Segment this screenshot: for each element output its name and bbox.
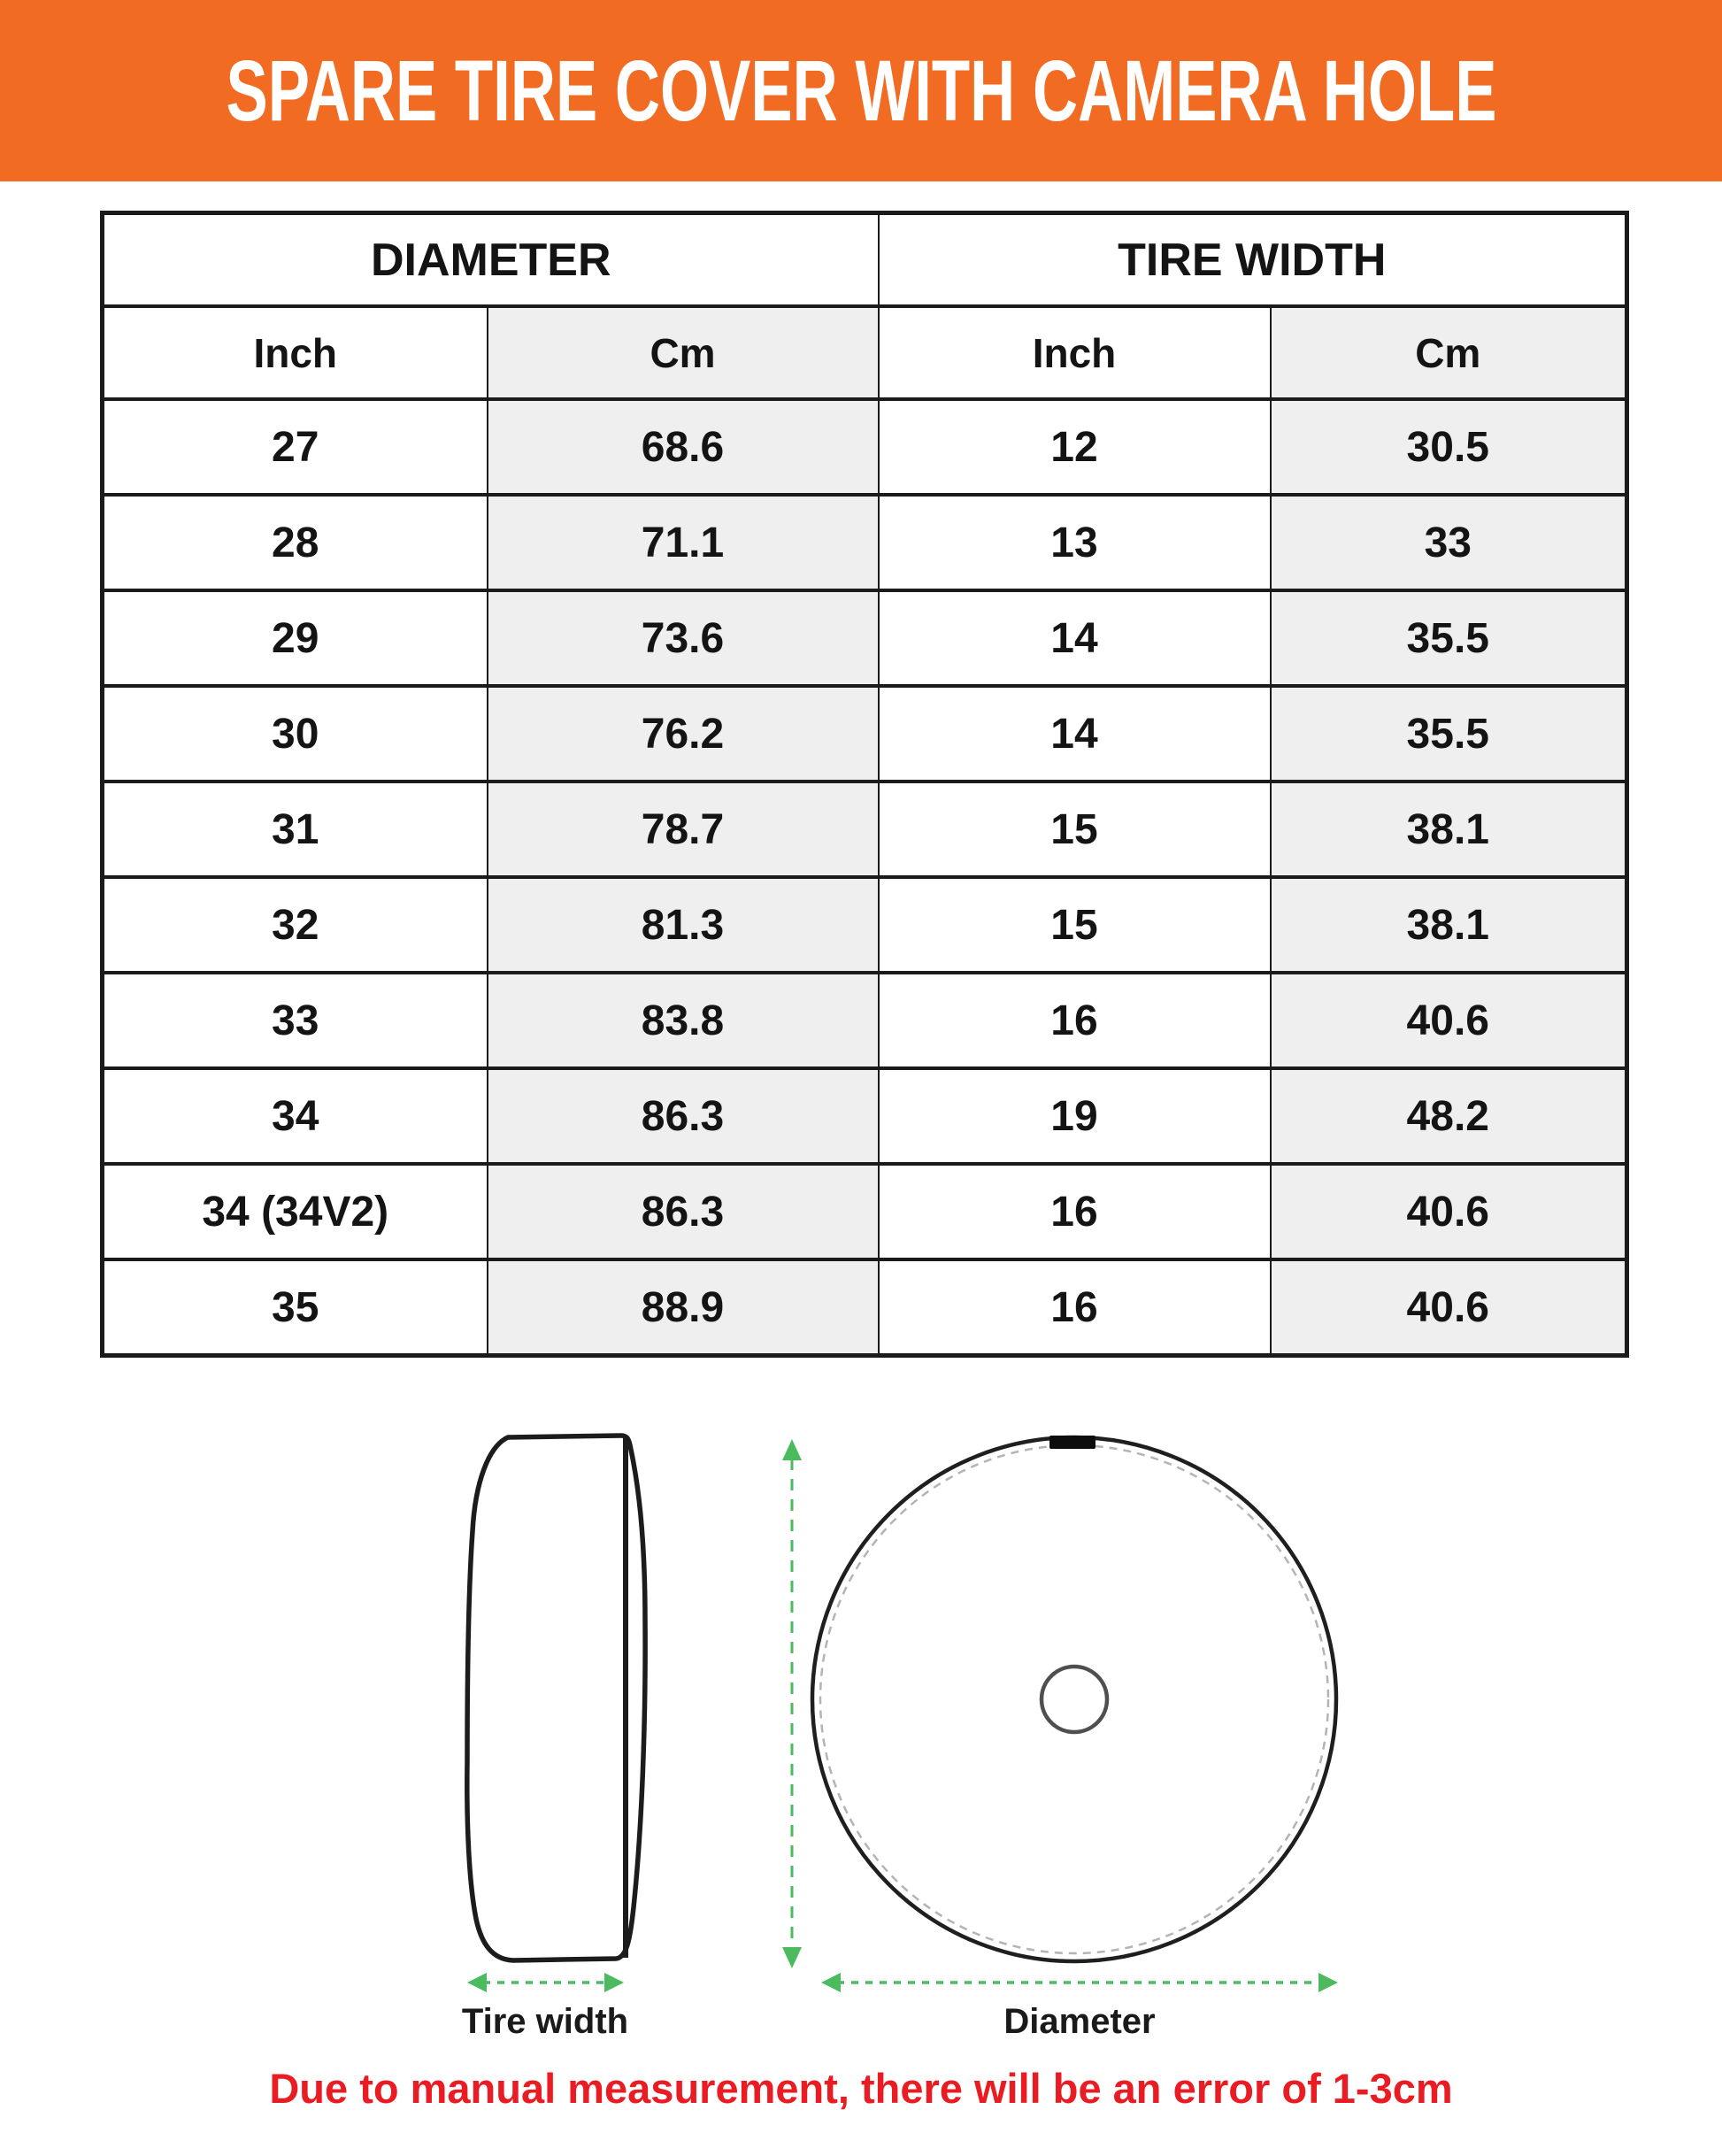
table-row	[103, 877, 1627, 973]
tire-front-view	[812, 1436, 1336, 1961]
table-cell: 31	[103, 782, 488, 877]
table-cell: 81.3	[488, 877, 879, 973]
table-cell: 35.5	[1271, 686, 1627, 782]
table-cell: 40.6	[1271, 973, 1627, 1068]
tire-side-view	[467, 1436, 645, 1960]
tire-measurement-diagram	[0, 1416, 1722, 2000]
table-cell: 38.1	[1271, 877, 1627, 973]
table-cell: 29	[103, 590, 488, 686]
table-cell: 14	[879, 590, 1271, 686]
table-cell: 88.9	[488, 1259, 879, 1356]
table-cell: 34	[103, 1068, 488, 1164]
diameter-arrow	[821, 1973, 1338, 1992]
table-cell: 15	[879, 877, 1271, 973]
table-cell: 16	[879, 973, 1271, 1068]
measurement-error-note: Due to manual measurement, there will be an error of 1-3cm	[269, 2065, 1453, 2112]
vertical-diameter-arrow	[782, 1439, 802, 1968]
table-cell: 38.1	[1271, 782, 1627, 877]
table-row	[103, 1259, 1627, 1356]
table-group-header-row	[103, 213, 1627, 307]
table-cell: 30.5	[1271, 399, 1627, 495]
page-title: SPARE TIRE COVER WITH CAMERA HOLE	[226, 42, 1496, 139]
arrow-head-left-icon	[467, 1973, 487, 1992]
table-cell: 16	[879, 1164, 1271, 1259]
table-cell: 35.5	[1271, 590, 1627, 686]
table-cell: 68.6	[488, 399, 879, 495]
table-cell: 14	[879, 686, 1271, 782]
arrow-head-up-icon	[782, 1439, 802, 1460]
group-header-tire-width: TIRE WIDTH	[879, 213, 1627, 307]
table-cell: 27	[103, 399, 488, 495]
table-subheader-row	[103, 306, 1627, 399]
subheader-diameter-inch: Inch	[103, 306, 488, 399]
size-table	[100, 211, 1629, 1358]
table-row	[103, 686, 1627, 782]
table-cell: 40.6	[1271, 1259, 1627, 1356]
table-cell: 28	[103, 495, 488, 590]
table-cell: 83.8	[488, 973, 879, 1068]
table-cell: 76.2	[488, 686, 879, 782]
table-row	[103, 782, 1627, 877]
arrow-head-right-icon	[604, 1973, 624, 1992]
tire-side-outline	[467, 1436, 645, 1960]
subheader-width-inch: Inch	[879, 306, 1271, 399]
table-row	[103, 399, 1627, 495]
table-cell: 33	[1271, 495, 1627, 590]
table-row	[103, 1068, 1627, 1164]
table-cell: 86.3	[488, 1164, 879, 1259]
camera-hole-circle	[1042, 1667, 1107, 1732]
table-cell: 40.6	[1271, 1164, 1627, 1259]
table-cell: 71.1	[488, 495, 879, 590]
table-row	[103, 1164, 1627, 1259]
arrow-head-right-icon	[1318, 1973, 1338, 1992]
table-cell: 78.7	[488, 782, 879, 877]
header-banner	[0, 0, 1722, 181]
subheader-width-cm: Cm	[1271, 306, 1627, 399]
arrow-head-left-icon	[821, 1973, 841, 1992]
tire-width-arrow	[467, 1973, 624, 1992]
table-row	[103, 590, 1627, 686]
table-cell: 15	[879, 782, 1271, 877]
table-cell: 35	[103, 1259, 488, 1356]
table-row	[103, 495, 1627, 590]
tire-width-label: Tire width	[461, 2002, 629, 2041]
table-cell: 30	[103, 686, 488, 782]
table-cell: 86.3	[488, 1068, 879, 1164]
table-cell: 16	[879, 1259, 1271, 1356]
table-cell: 48.2	[1271, 1068, 1627, 1164]
table-cell: 19	[879, 1068, 1271, 1164]
table-cell: 12	[879, 399, 1271, 495]
subheader-diameter-cm: Cm	[488, 306, 879, 399]
table-row	[103, 973, 1627, 1068]
diameter-label: Diameter	[1003, 2002, 1156, 2041]
table-cell: 33	[103, 973, 488, 1068]
table-cell: 34 (34V2)	[103, 1164, 488, 1259]
table-cell: 73.6	[488, 590, 879, 686]
table-cell: 13	[879, 495, 1271, 590]
arrow-head-down-icon	[782, 1947, 802, 1968]
top-tab-marker	[1049, 1436, 1095, 1449]
table-cell: 32	[103, 877, 488, 973]
group-header-diameter: DIAMETER	[103, 213, 879, 307]
